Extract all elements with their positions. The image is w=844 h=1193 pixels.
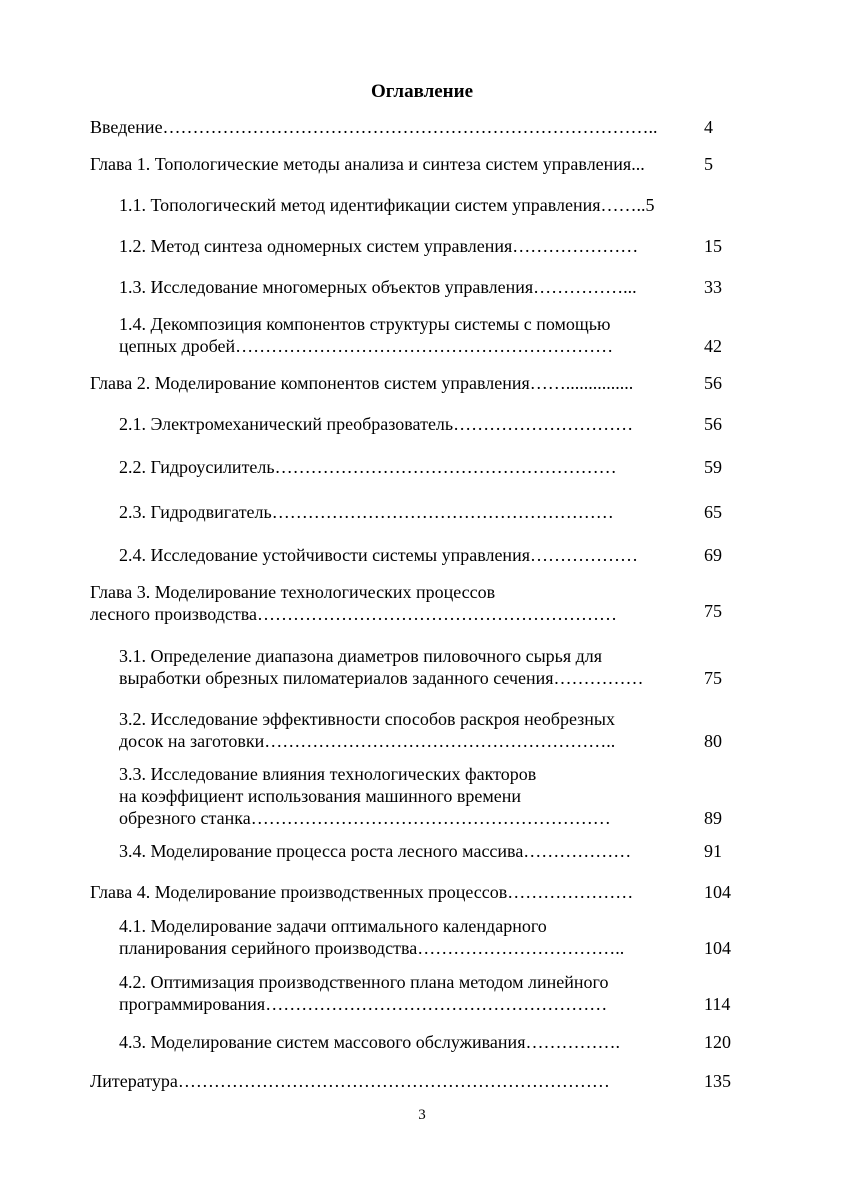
- page-number: 3: [418, 1107, 426, 1123]
- toc-page-3-3: 89: [704, 808, 722, 828]
- toc-entry-4-1-line-1: 4.1. Моделирование задачи оптимального календарного: [119, 916, 547, 936]
- toc-page-chapter-3: 75: [704, 601, 722, 621]
- toc-entry-1-4-line-1: 1.4. Декомпозиция компонентов структуры системы с помощью: [119, 314, 611, 334]
- toc-entry-3-1-line-1: 3.1. Определение диапазона диаметров пиловочного сырья для: [119, 646, 603, 666]
- toc-entry-chapter-4: Глава 4. Моделирование производственных процессов…………………: [90, 882, 634, 902]
- toc-entry-3-2-line-2: досок на заготовки…………………………………………………..: [119, 731, 616, 751]
- toc-page-4-2: 114: [704, 994, 731, 1014]
- toc-entry-3-3-line-2: на коэффициент использования машинного времени: [119, 786, 521, 806]
- toc-entry-2-2: 2.2. Гидроусилитель…………………………………………………: [119, 457, 617, 477]
- toc-page-2-1: 56: [704, 414, 722, 434]
- toc-entry-3-3-line-1: 3.3. Исследование влияния технологических факторов: [119, 764, 537, 784]
- toc-page-3-4: 91: [704, 841, 722, 861]
- toc-entry-3-1-line-2: выработки обрезных пиломатериалов заданного сечения……………: [119, 668, 644, 688]
- toc-entry-4-1-line-2: планирования серийного производства……………………………..: [119, 938, 625, 958]
- toc-entry-chapter-1: Глава 1. Топологические методы анализа и синтеза систем управления...: [90, 154, 645, 174]
- toc-entry-1-4-line-2: цепных дробей………………………………………………………: [119, 336, 614, 356]
- toc-entry-4-3: 4.3. Моделирование систем массового обслуживания…………….: [119, 1032, 620, 1052]
- toc-entry-1-1: 1.1. Топологический метод идентификации систем управления……..5: [119, 195, 655, 215]
- toc-entry-1-3: 1.3. Исследование многомерных объектов управления……………...: [119, 277, 637, 297]
- toc-entry-1-2: 1.2. Метод синтеза одномерных систем управления…………………: [119, 236, 639, 256]
- toc-page-1-3: 33: [704, 277, 722, 297]
- toc-page-chapter-4: 104: [704, 882, 731, 902]
- toc-page-introduction: 4: [704, 117, 713, 137]
- toc-page-2-3: 65: [704, 502, 722, 522]
- toc-entry-4-2-line-1: 4.2. Оптимизация производственного плана методом линейного: [119, 972, 609, 992]
- toc-page-2-4: 69: [704, 545, 722, 565]
- toc-entry-literature: Литература………………………………………………………………: [90, 1071, 610, 1091]
- toc-page-chapter-2: 56: [704, 373, 722, 393]
- toc-page-4-3: 120: [704, 1032, 731, 1052]
- toc-entry-3-2-line-1: 3.2. Исследование эффективности способов раскроя необрезных: [119, 709, 615, 729]
- toc-page-4-1: 104: [704, 938, 731, 958]
- toc-entry-3-4: 3.4. Моделирование процесса роста лесного массива………………: [119, 841, 632, 861]
- toc-page-3-2: 80: [704, 731, 722, 751]
- toc-entry-4-2-line-2: программирования…………………………………………………: [119, 994, 608, 1014]
- toc-page-2-2: 59: [704, 457, 722, 477]
- toc-entry-chapter-3-line-2: лесного производства……………………………………………………: [90, 604, 617, 624]
- toc-page-1-4: 42: [704, 336, 722, 356]
- toc-entry-2-1: 2.1. Электромеханический преобразователь…………………………: [119, 414, 634, 434]
- toc-page-literature: 135: [704, 1071, 731, 1091]
- toc-entry-chapter-2: Глава 2. Моделирование компонентов систем управления……...............: [90, 373, 634, 393]
- toc-entry-3-3-line-3: обрезного станка……………………………………………………: [119, 808, 611, 828]
- toc-page-1-2: 15: [704, 236, 722, 256]
- toc-entry-chapter-3-line-1: Глава 3. Моделирование технологических процессов: [90, 582, 496, 602]
- toc-entry-introduction: Введение………………………………………………………………………..: [90, 117, 658, 137]
- toc-entry-2-4: 2.4. Исследование устойчивости системы управления………………: [119, 545, 638, 565]
- toc-page-chapter-1: 5: [704, 154, 713, 174]
- page-title: Оглавление: [370, 81, 474, 102]
- toc-page-3-1: 75: [704, 668, 722, 688]
- toc-entry-2-3: 2.3. Гидродвигатель…………………………………………………: [119, 502, 614, 522]
